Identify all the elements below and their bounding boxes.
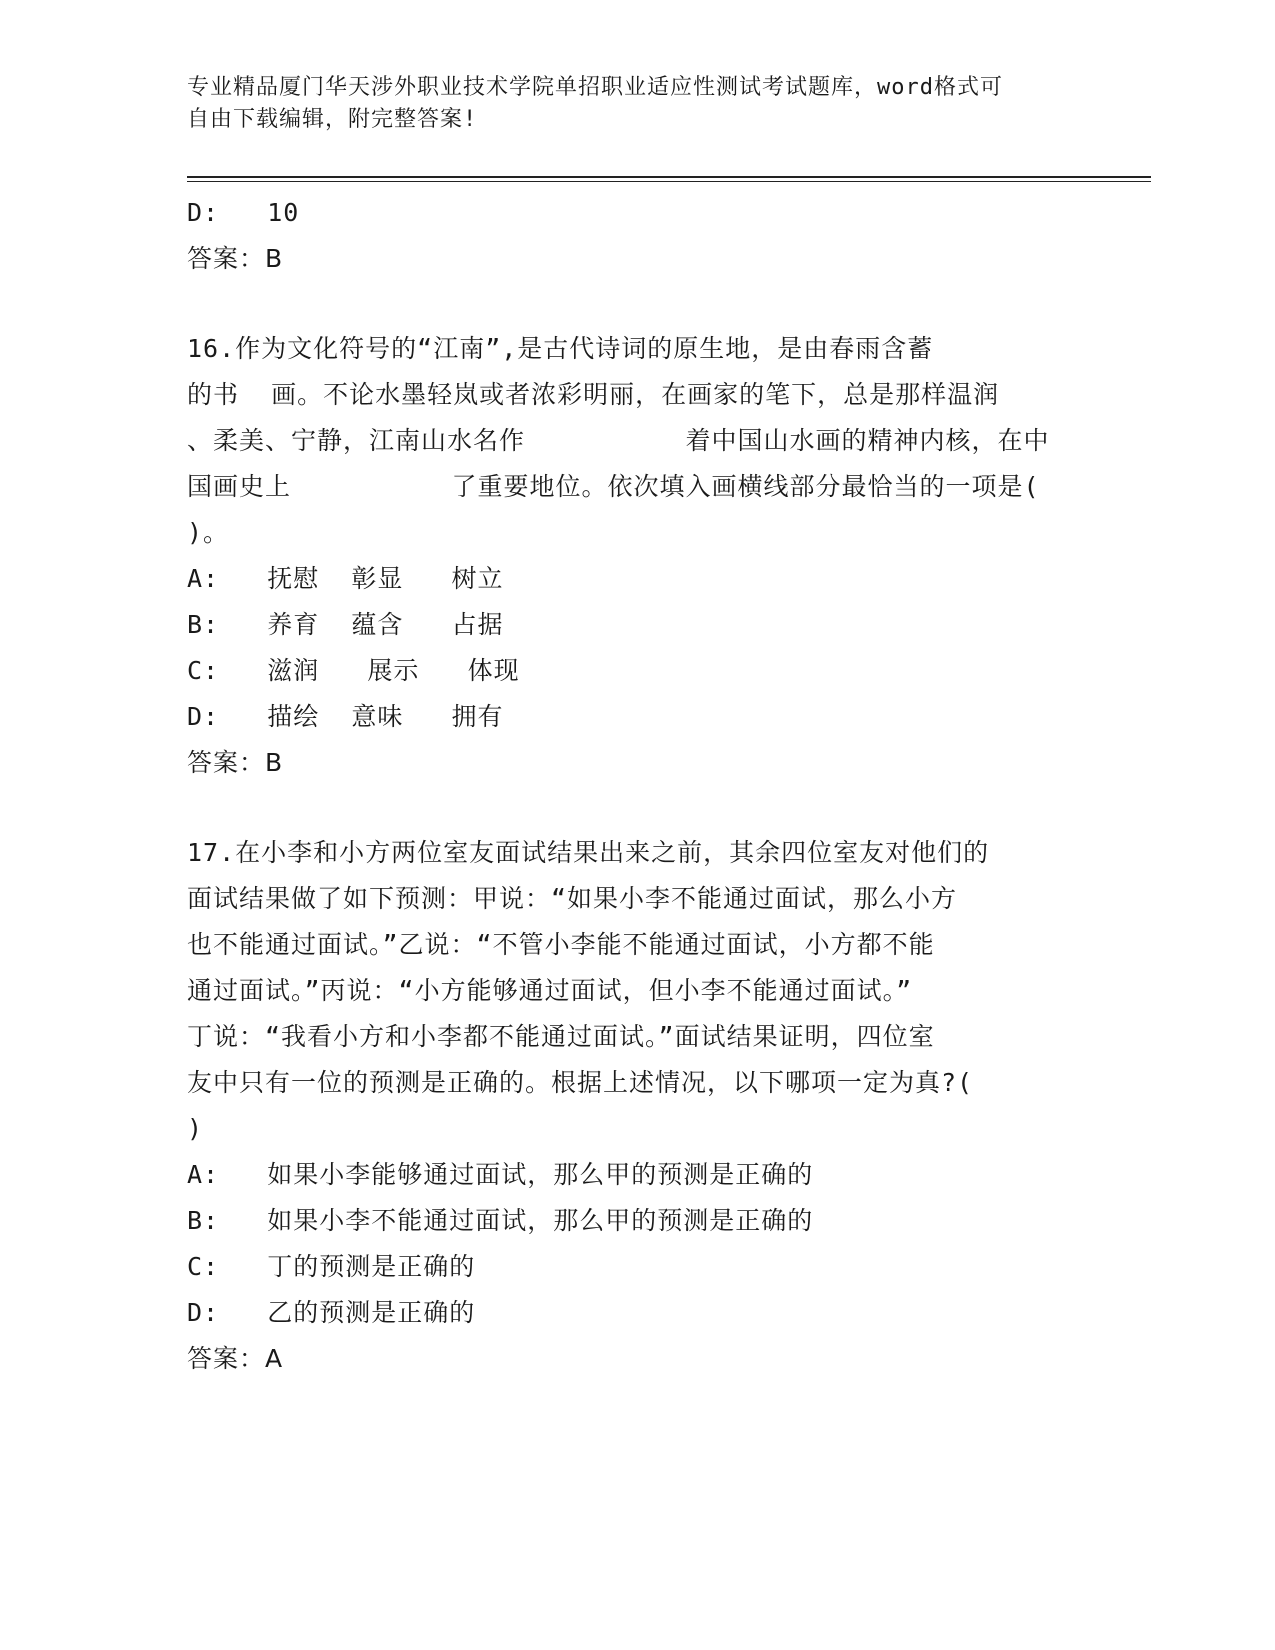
document-body [187, 190, 1087, 1382]
question-16-answer: 答案：B [187, 748, 284, 777]
question-17-option-b: B: 如果小李不能通过面试，那么甲的预测是正确的 [187, 1206, 814, 1235]
question-17-option-a: A: 如果小李能够通过面试，那么甲的预测是正确的 [187, 1160, 814, 1189]
spacer [187, 786, 1087, 830]
question-17-line: 友中只有一位的预测是正确的。根据上述情况，以下哪项一定为真?( [187, 1068, 974, 1097]
question-17-line: 面试结果做了如下预测：甲说：“如果小李不能通过面试，那么小方 [187, 884, 958, 913]
question-17-option-c: C: 丁的预测是正确的 [187, 1252, 476, 1281]
question-17 [187, 830, 1087, 1382]
question-16-line: 的书 画。不论水墨轻岚或者浓彩明丽，在画家的笔下，总是那样温润 [187, 380, 1000, 409]
prev-option-d: D: 10 [187, 198, 300, 227]
header-rule-thick [187, 176, 1151, 178]
question-17-answer: 答案：A [187, 1344, 284, 1373]
header-rule-thin [187, 181, 1151, 182]
question-16-line: )。 [187, 518, 230, 547]
header-line-1: 专业精品厦门华天涉外职业技术学院单招职业适应性测试考试题库，word格式可 [187, 75, 1003, 100]
question-16-option-b: B: 养育 蕴含 占据 [187, 610, 504, 639]
question-16-option-c: C: 滋润 展示 体现 [187, 656, 520, 685]
question-17-line: 也不能通过面试。”乙说：“不管小李能不能通过面试，小方都不能 [187, 930, 935, 959]
question-16-option-d: D: 描绘 意味 拥有 [187, 702, 504, 731]
question-16-line: 16.作为文化符号的“江南”,是古代诗词的原生地，是由春雨含蓄 [187, 334, 934, 363]
question-17-line: 17.在小李和小方两位室友面试结果出来之前，其余四位室友对他们的 [187, 838, 990, 867]
question-16-line: 国画史上 了重要地位。依次填入画横线部分最恰当的一项是( [187, 472, 1040, 501]
question-17-option-d: D: 乙的预测是正确的 [187, 1298, 476, 1327]
question-17-line: 丁说：“我看小方和小李都不能通过面试。”面试结果证明，四位室 [187, 1022, 935, 1051]
question-16 [187, 326, 1087, 786]
question-17-line: 通过面试。”丙说：“小方能够通过面试，但小李不能通过面试。” [187, 976, 913, 1005]
document-header [187, 72, 1077, 136]
header-line-2: 自由下载编辑，附完整答案! [187, 107, 478, 132]
question-16-option-a: A: 抚慰 彰显 树立 [187, 564, 504, 593]
spacer [187, 282, 1087, 326]
question-16-line: 、柔美、宁静，江南山水名作 着中国山水画的精神内核，在中 [187, 426, 1050, 455]
question-17-line: ) [187, 1114, 204, 1143]
prev-answer: 答案：B [187, 244, 284, 273]
